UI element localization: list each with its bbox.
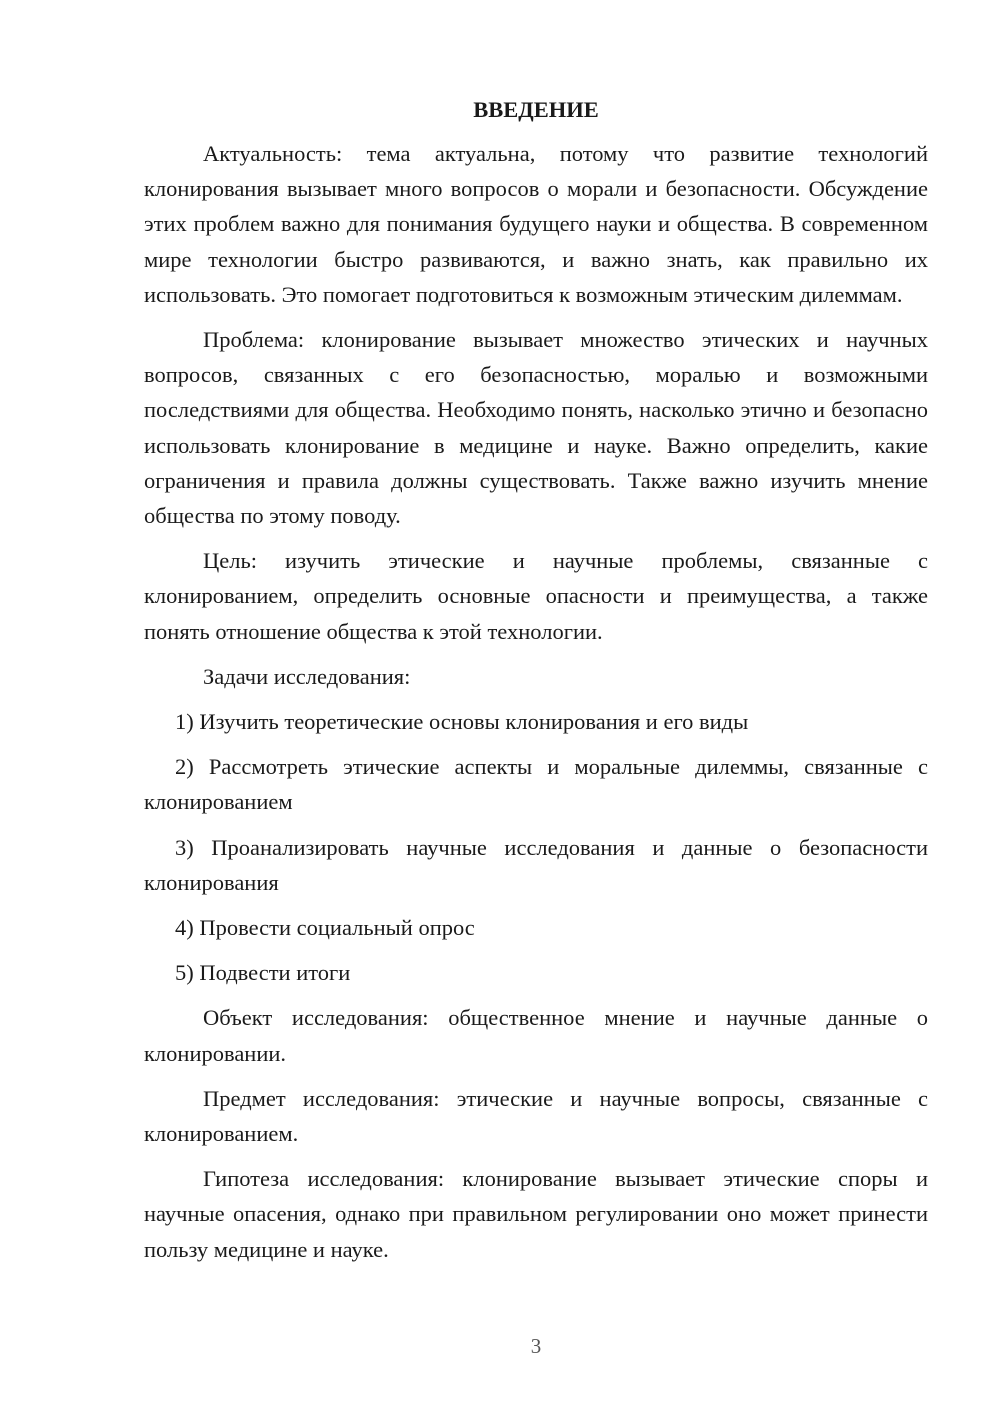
section-title: ВВЕДЕНИЕ xyxy=(473,97,599,122)
task-item-1: 1) Изучить теоретические основы клонирования и его виды xyxy=(175,709,749,735)
paragraph-object: Объект исследования: общественное мнение и научные данные о клонировании. xyxy=(144,1005,928,1066)
task-item-4: 4) Провести социальный опрос xyxy=(175,915,475,941)
task-item-5: 5) Подвести итоги xyxy=(175,960,351,986)
paragraph-relevance: Актуальность: тема актуальна, потому что развитие технологий клонирования вызывает много вопросов о морали и безопасности. Обсуждение этих проблем важно для понимания будущего науки и общества. В современном мире технологии быстро развиваются, и важно знать, как правильно их использовать. Это помогает подготовиться к возможным этическим дилеммам. xyxy=(144,141,928,307)
paragraph-subject: Предмет исследования: этические и научные вопросы, связанные с клонированием. xyxy=(144,1085,928,1147)
document-body xyxy=(144,92,928,1277)
page-number: 3 xyxy=(530,1334,542,1358)
paragraph-goal: Цель: изучить этические и научные проблемы, связанные с клонированием, определить основные опасности и преимущества, а также понять отношение общества к этой технологии. xyxy=(144,548,928,644)
task-item-3: 3) Проанализировать научные исследования и данные о безопасности клонирования xyxy=(144,834,928,895)
task-item-2: 2) Рассмотреть этические аспекты и моральные дилеммы, связанные с клонированием xyxy=(144,754,928,815)
paragraph-problem: Проблема: клонирование вызывает множество этических и научных вопросов, связанных с его безопасностью, моралью и возможными последствиями для общества. Необходимо понять, насколько этично и безопасно использовать клонирование в медицине и науке. Важно определить, какие ограничения и правила должны существовать. Также важно изучить мнение общества по этому поводу. xyxy=(144,327,928,529)
tasks-heading: Задачи исследования: xyxy=(203,663,411,689)
paragraph-hypothesis: Гипотеза исследования: клонирование вызывает этические споры и научные опасения, однако при правильном регулировании оно может принести пользу медицине и науке. xyxy=(144,1166,928,1262)
